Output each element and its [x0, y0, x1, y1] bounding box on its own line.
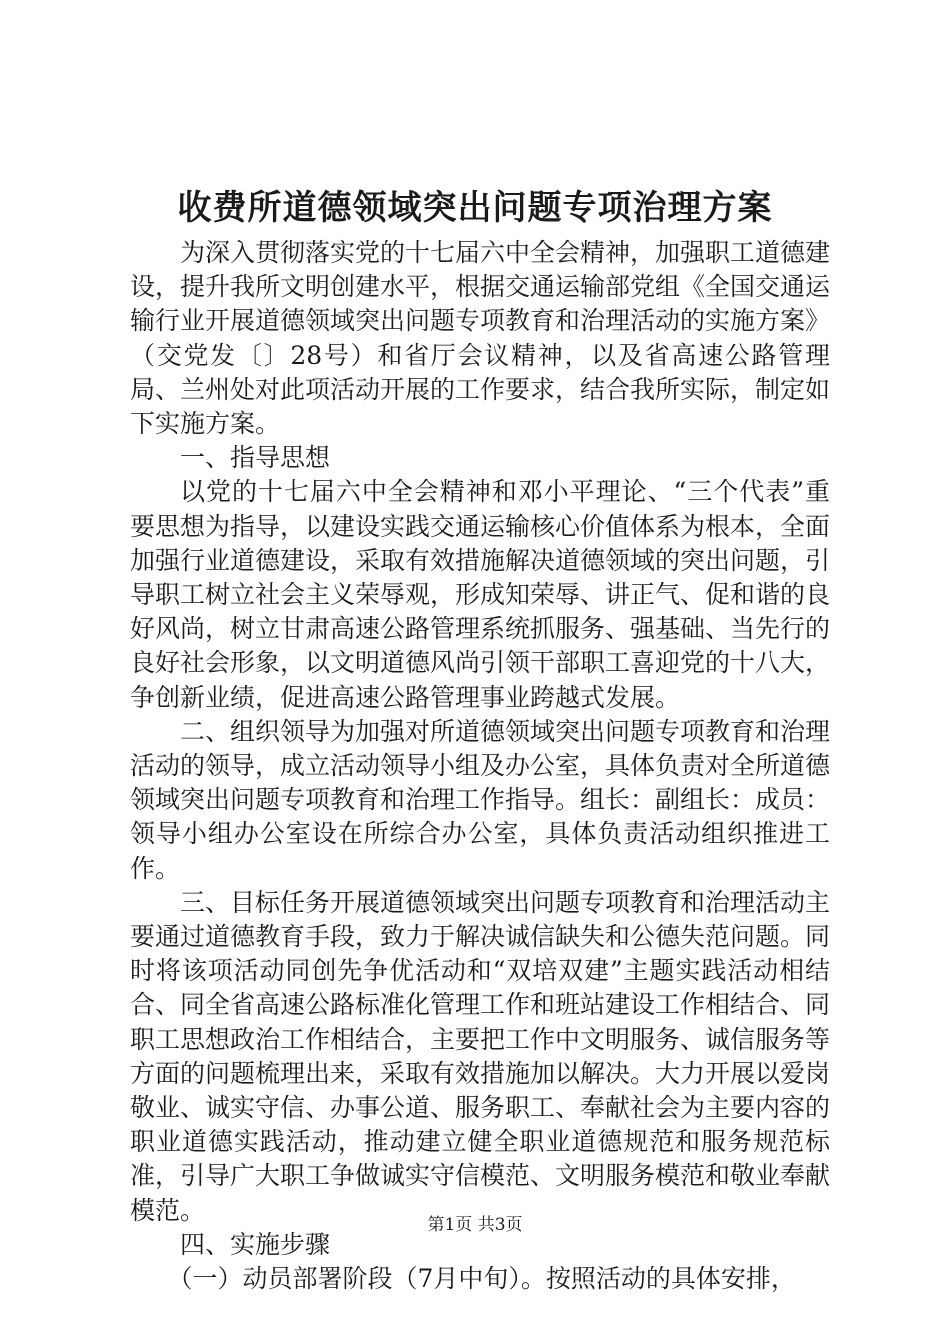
guiding-ideology-paragraph: 以党的十七届六中全会精神和邓小平理论、“三个代表”重要思想为指导，以建设实践交通运输核心价值体系为根本，全面加强行业道德建设，采取有效措施解决道德领域的突出问题，引导职工树立社会主义荣辱观，形成知荣辱、讲正气、促和谐的良好风尚，树立甘肃高速公路管理系统抓服务、强基础、当先行的良好社会形象，以文明道德风尚引领干部职工喜迎党的十八大，争创新业绩，促进高速公路管理事业跨越式发展。 — [130, 477, 831, 712]
document-title: 收费所道德领域突出问题专项治理方案 — [177, 188, 773, 228]
intro-paragraph: 为深入贯彻落实党的十七届六中全会精神，加强职工道德建设，提升我所文明创建水平，根据交通运输部党组《全国交通运输行业开展道德领域突出问题专项教育和治理活动的实施方案》（交党发〔〕28号）和省厅会议精神，以及省高速公路管理局、兰州处对此项活动开展的工作要求，结合我所实际，制定如下实施方案。 — [130, 238, 831, 439]
page-number-footer: 第1页 共3页 — [427, 1215, 523, 1235]
mobilization-stage-paragraph: （一）动员部署阶段（7月中旬）。按照活动的具体安排， — [167, 1264, 796, 1294]
document-body — [130, 236, 830, 1296]
organization-leadership-paragraph: 二、组织领导为加强对所道德领域突出问题专项教育和治理活动的领导，成立活动领导小组及办公室，具体负责对全所道德领域突出问题专项教育和治理工作指导。组长：副组长：成员：领导小组办公室设在所综合办公室，具体负责活动组织推进工作。 — [130, 716, 831, 883]
section-heading-implementation-steps: 四、实施步骤 — [180, 1229, 331, 1259]
goals-tasks-paragraph: 三、目标任务开展道德领域突出问题专项教育和治理活动主要通过道德教育手段，致力于解决诚信缺失和公德失范问题。同时将该项活动同创先争优活动和“双培双建”主题实践活动相结合、同全省高速公路标准化管理工作和班站建设工作相结合、同职工思想政治工作相结合，主要把工作中文明服务、诚信服务等方面的问题梳理出来，采取有效措施加以解决。大力开展以爱岗敬业、诚实守信、办事公道、服务职工、奉献社会为主要内容的职业道德实践活动，推动建立健全职业道德规范和服务规范标准，引导广大职工争做诚实守信模范、文明服务模范和敬业奉献模范。 — [130, 887, 831, 1225]
section-heading-guiding-ideology: 一、指导思想 — [180, 443, 331, 473]
